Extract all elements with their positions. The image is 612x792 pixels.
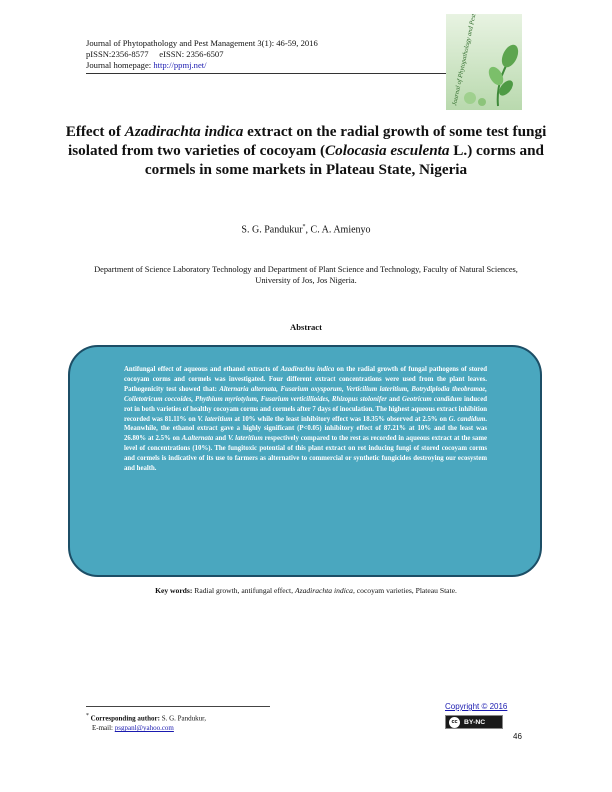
article-title: Effect of Azadirachta indica extract on the radial growth of some test fungi isolated from two varieties of cocoyam (Colocasia esculenta L.) corms and cormels in some markets in Plateau State, Nigeria — [65, 123, 547, 178]
homepage-link[interactable]: http://ppmj.net/ — [153, 60, 207, 70]
creative-commons-icon: cc — [449, 717, 460, 728]
cc-license-badge[interactable] — [445, 715, 503, 729]
journal-issn: pISSN:2356-8577 eISSN: 2356-6507 — [86, 49, 224, 59]
keywords: Key words: Radial growth, antifungal effect, Azadirachta indica, cocoyam varieties, Plateau State. — [155, 586, 457, 595]
page-number: 46 — [513, 732, 522, 741]
journal-homepage — [86, 60, 207, 71]
journal-citation: Journal of Phytopathology and Pest Management 3(1): 46-59, 2016 — [86, 38, 318, 48]
keywords-label: Key words: — [155, 586, 193, 595]
authors — [60, 224, 552, 235]
corresponding-author-footnote: * Corresponding author: S. G. Pandukur, E-mail: psgpanl@yahoo.com — [86, 713, 206, 733]
homepage-label: Journal homepage: — [86, 60, 154, 70]
abstract-heading: Abstract — [290, 322, 322, 332]
journal-logo — [446, 14, 522, 110]
author-1: S. G. Pandukur — [241, 224, 303, 236]
footnote-rule — [86, 706, 270, 707]
copyright-link[interactable]: Copyright © 2016 — [445, 702, 508, 711]
corresponding-mark: * — [302, 224, 306, 230]
license-text: BY-NC — [464, 718, 486, 726]
author-2: , C. A. Amienyo — [305, 224, 371, 236]
abstract-text: Antifungal effect of aqueous and ethanol extracts of Azadirachta indica on the radial growth of fungal pathogens of stored cocoyam corms and cormels was investigated. Four different extract concentrations were used from the plant leaves. Pathogenicity test showed that: Alternaria alternata, Fusarium oxysporum, Verticilium lateritium, Botrydiplodia theobramae, Colletotricum coccoides, Phythium myriotylum, Fusarium verticillioides, Rhizopus stolonifer and Geotricum candidum induced rot in both varieties of healthy cocoyam corms and cormels after 7 days of inoculation. The highest aqueous extract inhibition recorded was 81.11% on V. lateritium at 10% while the least inhibitory effect was 18.35% observed at 2.5% on G. candidum. Meanwhile, the ethanol extract gave a highly significant (P<0.05) inhibitory effect of 87.21% at 10% and the least was 26.80% at 2.5% on A.alternata and V. lateritium respectively compared to the rest as recorded in aqueous extract at the same level of concentrations (10%). The fungitoxic potential of this plant extract on rot inducing fungi of stored cocoyam corms and cormels is indicative of its use to farmers as alternative to commercial or synthetic fungicides destroying our ecosystem and health. — [124, 366, 488, 473]
email-link[interactable]: psgpanl@yahoo.com — [114, 724, 174, 733]
header-rule — [86, 73, 446, 74]
affiliation: Department of Science Laboratory Technology and Department of Plant Science and Technology, Faculty of Natural Sciences, University of Jos, Jos Nigeria. — [94, 265, 518, 285]
